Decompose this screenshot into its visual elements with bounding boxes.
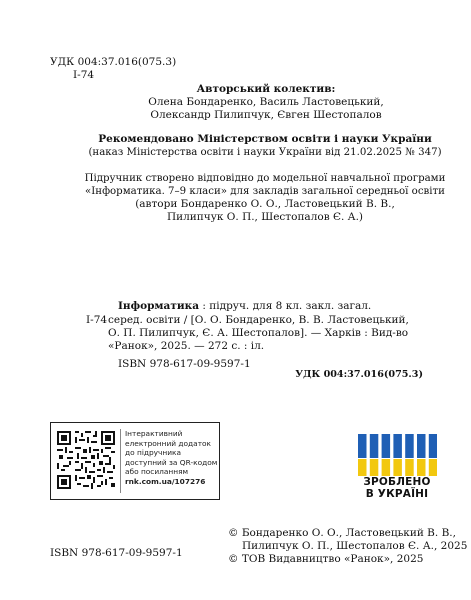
authors-line-1: Олена Бондаренко, Василь Ластовецький,: [148, 96, 384, 108]
biblio-title: Інформатика: [118, 300, 200, 312]
authors-heading: Авторський колектив:: [196, 83, 336, 95]
qr-divider: [120, 429, 121, 493]
made-in-ukraine-text: [357, 477, 437, 500]
program-line-4: Пилипчук О. П., Шестопалов Є. А.): [166, 211, 364, 223]
qr-text-line-4: доступний за QR-кодом: [125, 457, 218, 467]
qr-code-icon[interactable]: [57, 431, 115, 489]
recommended-line-2: (наказ Міністерства освіти і науки України від 21.02.2025 № 347): [88, 147, 442, 158]
flag-bar-blue: [382, 434, 391, 458]
biblio-line-1: [118, 300, 371, 313]
biblio-rest-line-1: : підруч. для 8 кл. закл. загал.: [199, 300, 372, 312]
program-line-1: Підручник створено відповідно до модельної навчальної програми: [84, 173, 446, 184]
biblio-line-2: серед. освіти / [О. О. Бондаренко, В. В. Ластовецький,: [108, 314, 409, 326]
udc-top: УДК 004:37.016(075.3): [50, 56, 177, 68]
flag-bar-blue: [393, 434, 402, 458]
biblio-line-3: О. П. Пилипчук, Є. А. Шестопалов]. — Харків : Вид-во: [108, 327, 409, 339]
recommended-line-1: Рекомендовано Міністерством освіти і науки України: [98, 133, 432, 145]
flag-bar-blue: [429, 434, 437, 458]
flag-bar-blue: [405, 434, 414, 458]
authors-line-2: Олександр Пилипчук, Євген Шестопалов: [150, 109, 382, 121]
flag-bar-yellow: [358, 459, 367, 476]
index-top: І-74: [73, 69, 95, 81]
isbn-bottom: ISBN 978-617-09-9597-1: [50, 547, 183, 559]
made-in-ukraine-badge: [357, 434, 437, 502]
flag-bar-blue: [370, 434, 379, 458]
qr-description: [125, 429, 219, 487]
program-line-2: «Інформатика. 7–9 класи» для закладів загальної середньої освіти: [85, 186, 445, 197]
qr-text-line-2: електронний додаток: [125, 438, 211, 448]
udc-bottom: УДК 004:37.016(075.3): [295, 369, 423, 380]
flag-bar-blue: [358, 434, 367, 458]
made-in-ukraine-line-1: ЗРОБЛЕНО: [363, 476, 431, 488]
qr-text-line-3: до підручника: [125, 448, 182, 458]
flag-bar-yellow: [393, 459, 402, 476]
qr-text-line-1: Інтерактивний: [125, 429, 183, 438]
ukraine-flag-bars-icon: [357, 434, 437, 476]
flag-bar-yellow: [417, 459, 426, 476]
flag-bar-yellow: [382, 459, 391, 476]
flag-bar-yellow: [370, 459, 379, 476]
made-in-ukraine-line-2: В УКРАЇНІ: [365, 487, 429, 500]
program-line-3: (автори Бондаренко О. О., Ластовецький В. В.,: [135, 198, 395, 210]
qr-code-box[interactable]: [50, 422, 220, 500]
copyright-line-1: © Бондаренко О. О., Ластовецький В. В.,: [228, 527, 456, 539]
biblio-line-4: «Ранок», 2025. — 272 с. : іл.: [108, 340, 265, 352]
qr-link[interactable]: rnk.com.ua/107276: [125, 476, 206, 486]
flag-bar-yellow: [405, 459, 414, 476]
biblio-isbn: ISBN 978-617-09-9597-1: [118, 358, 251, 370]
copyright-line-3: © ТОВ Видавництво «Ранок», 2025: [228, 553, 424, 565]
qr-text-line-5: або посиланням: [125, 467, 189, 477]
copyright-line-2: Пилипчук О. П., Шестопалов Є. А., 2025: [242, 540, 468, 552]
biblio-index: І-74: [86, 314, 108, 326]
flag-bar-blue: [417, 434, 426, 458]
flag-bar-yellow: [429, 459, 437, 476]
